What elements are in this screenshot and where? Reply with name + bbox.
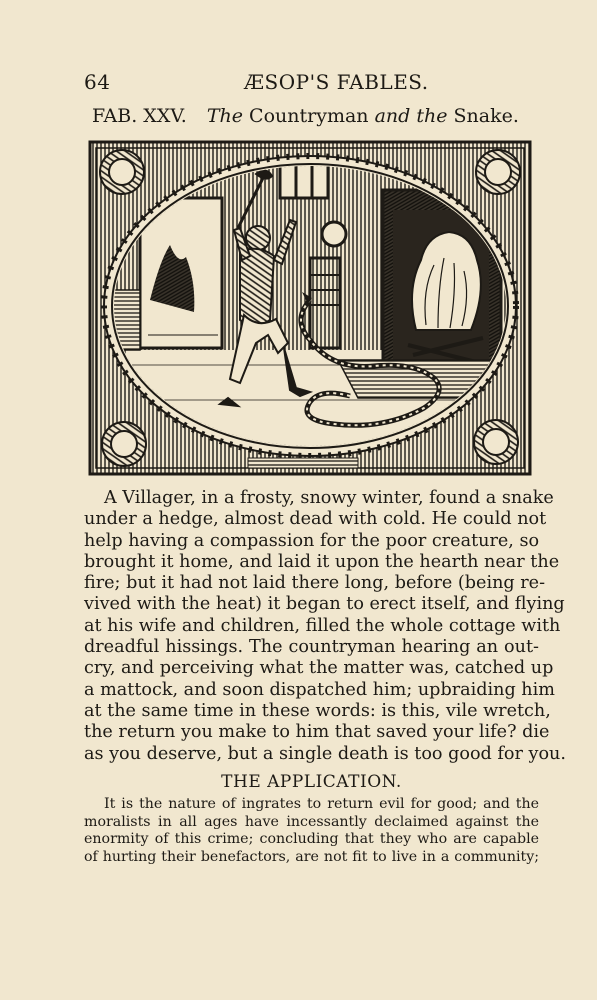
fable-title-the: The	[206, 105, 243, 127]
fable-heading	[92, 105, 532, 127]
fable-text-line: cry, and perceiving what the matter was, catched up	[84, 658, 554, 679]
fable-text-line: fire; but it had not laid there long, before (being re-	[84, 573, 546, 594]
fable-text-line: help having a compassion for the poor creature, so	[84, 530, 540, 551]
fable-text-line: a mattock, and soon dispatched him; upbraiding him	[84, 679, 555, 700]
fable-title-and-the: and the	[374, 105, 448, 127]
fable-text-line: at his wife and children, filled the whole cottage with	[84, 615, 561, 636]
application-text-line: enormity of this crime; concluding that they who are capable	[84, 831, 539, 848]
fable-number: FAB. XXV.	[92, 105, 187, 127]
fable-text-line: dreadful hissings. The countryman hearing an out-	[84, 637, 539, 658]
fable-text-line: vived with the heat) it began to erect itself, and flying	[84, 594, 565, 615]
fable-body-text	[84, 488, 566, 765]
fable-text-line: as you deserve, but a single death is too good for you.	[84, 743, 566, 764]
fable-text-line: at the same time in these words: is this, vile wretch,	[84, 700, 551, 721]
fable-text-line: A Villager, in a frosty, snowy winter, found a snake	[104, 488, 554, 508]
application-body-text	[84, 796, 539, 866]
fable-text-line: under a hedge, almost dead with cold. He could not	[84, 509, 547, 530]
fable-title-snake: Snake.	[453, 105, 519, 127]
fable-title-countryman: Countryman	[249, 105, 369, 127]
woodcut-illustration-icon	[88, 140, 532, 476]
fable-text-line: brought it home, and laid it upon the hearth near the	[84, 551, 560, 572]
woodcut-illustration	[88, 140, 532, 476]
application-text-line: It is the nature of ingrates to return evil for good; and the	[104, 796, 539, 812]
application-text-line: of hurting their benefactors, are not fit to live in a community;	[84, 848, 539, 865]
book-title: ÆSOP'S FABLES.	[244, 70, 429, 94]
fable-text-line: the return you make to him that saved your life? die	[84, 722, 550, 743]
application-heading: THE APPLICATION.	[221, 772, 402, 792]
application-text-line: moralists in all ages have incessantly declaimed against the	[84, 813, 539, 830]
page-number: 64	[84, 70, 111, 94]
